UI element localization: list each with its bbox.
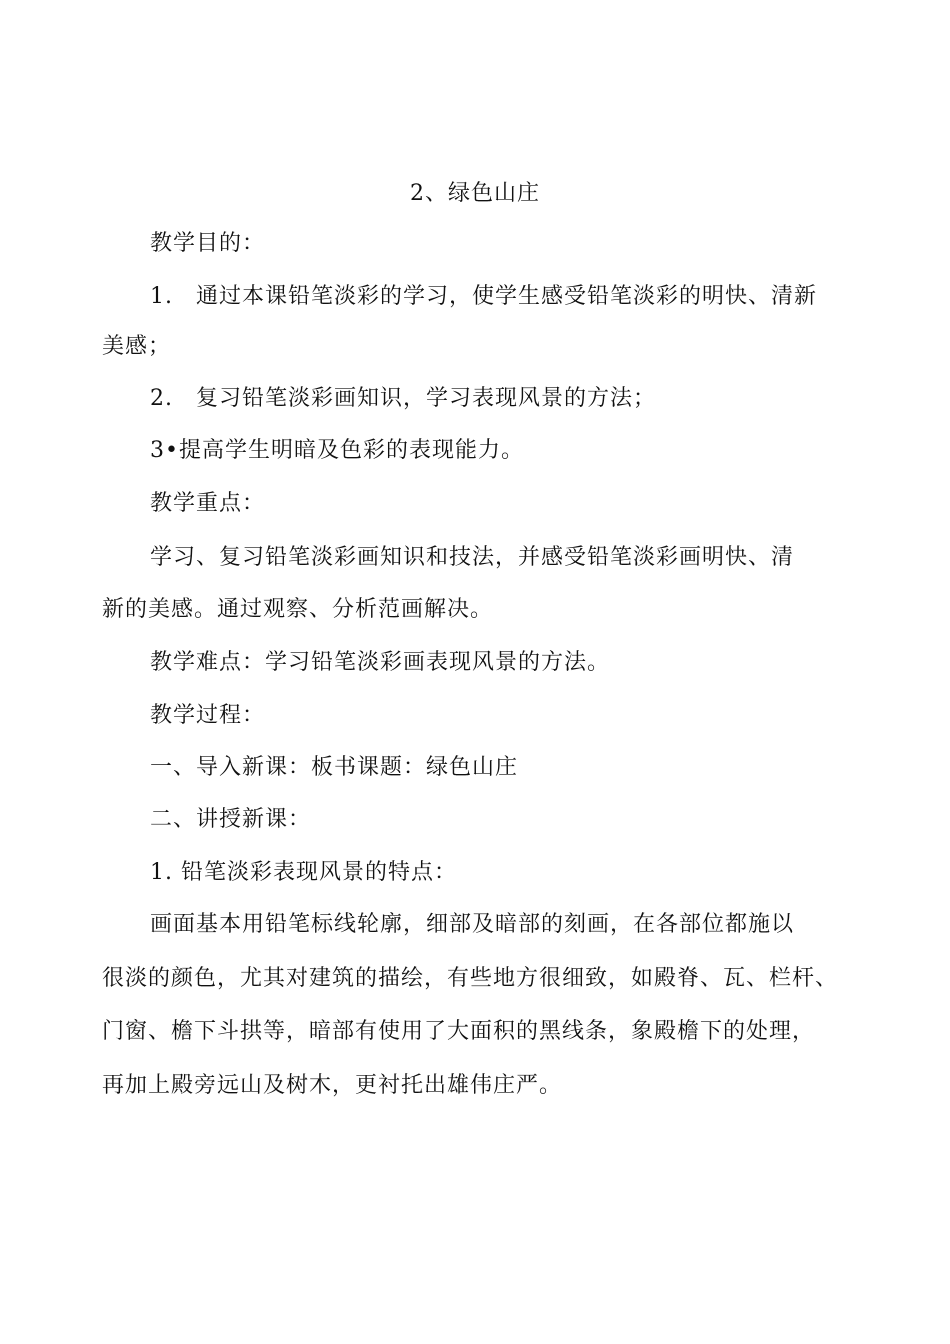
step-2: 二、讲授新课： — [150, 807, 312, 832]
objective-2: 2. 复习铅笔淡彩画知识，学习表现风景的方法； — [150, 386, 656, 411]
objectives-heading: 教学目的： — [150, 231, 266, 256]
paragraph-line-3: 门窗、檐下斗拱等，暗部有使用了大面积的黑线条，象殿檐下的处理， — [102, 1019, 816, 1044]
paragraph-line-1: 画面基本用铅笔标线轮廓，细部及暗部的刻画，在各部位都施以 — [150, 912, 795, 937]
objective-1-line-1: 1. 通过本课铅笔淡彩的学习，使学生感受铅笔淡彩的明快、清新 — [150, 284, 817, 309]
key-points-line-1: 学习、复习铅笔淡彩画知识和技法，并感受铅笔淡彩画明快、清 — [150, 545, 795, 570]
step-1: 一、导入新课：板书课题：绿色山庄 — [150, 755, 519, 780]
document-title: 2、绿色山庄 — [410, 181, 540, 206]
process-heading: 教学过程： — [150, 703, 266, 728]
objective-1-line-2: 美感； — [102, 334, 172, 359]
difficulty-line: 教学难点：学习铅笔淡彩画表现风景的方法。 — [150, 650, 611, 675]
paragraph-line-2: 很淡的颜色，尤其对建筑的描绘，有些地方很细致，如殿脊、瓦、栏杆、 — [102, 966, 839, 991]
objective-3: 3•提高学生明暗及色彩的表现能力。 — [150, 438, 524, 463]
key-points-heading: 教学重点： — [150, 491, 266, 516]
key-points-line-2: 新的美感。通过观察、分析范画解决。 — [102, 597, 494, 622]
paragraph-line-4: 再加上殿旁远山及树木，更衬托出雄伟庄严。 — [102, 1073, 563, 1098]
sub-step-1: 1. 铅笔淡彩表现风景的特点： — [150, 860, 457, 885]
